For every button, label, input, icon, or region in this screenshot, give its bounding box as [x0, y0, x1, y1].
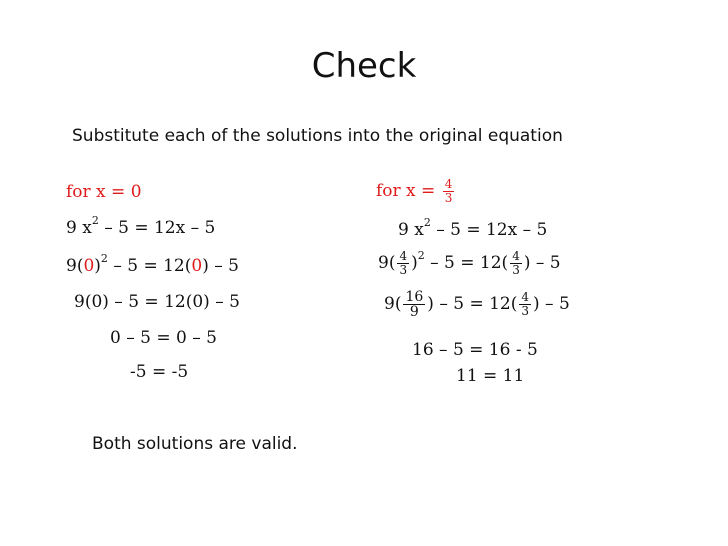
slide-subtitle: Substitute each of the solutions into the original equation — [72, 126, 563, 146]
left-equation-line5: -5 = -5 — [130, 362, 189, 382]
right-line2-fraction — [397, 250, 409, 277]
slide-title: Check — [311, 46, 417, 86]
fraction-numerator: 16 — [405, 289, 424, 305]
left-line2-part: ) – 5 — [202, 256, 239, 276]
right-line1-part: – 5 = 12x – 5 — [430, 220, 548, 240]
left-equation-line4: 0 – 5 = 0 – 5 — [110, 328, 217, 348]
right-line1-part: 9 x — [398, 220, 424, 240]
right-line2-part: ) – 5 — [523, 253, 561, 273]
left-line2-exponent: 2 — [100, 252, 108, 266]
fraction-denominator: 3 — [512, 263, 520, 277]
left-line2-substituted-value: 0 — [191, 256, 203, 276]
left-line1-part: – 5 = 12x – 5 — [98, 218, 216, 238]
right-line2-part: 9( — [378, 253, 396, 273]
right-line2-fraction — [510, 250, 522, 277]
right-line2-exponent: 2 — [417, 249, 425, 263]
right-line2-part: ) — [411, 253, 418, 273]
right-line3-fraction — [519, 291, 531, 318]
fraction-denominator: 3 — [444, 191, 453, 205]
right-heading-text: for x = — [376, 181, 441, 201]
fraction-numerator: 4 — [444, 177, 453, 191]
slide-conclusion: Both solutions are valid. — [92, 434, 298, 454]
left-line1-part: 9 x — [66, 218, 92, 238]
right-line1-exponent: 2 — [423, 216, 431, 230]
fraction-numerator: 4 — [399, 249, 408, 263]
right-line3-part: 9( — [384, 294, 402, 314]
left-line1-exponent: 2 — [91, 214, 99, 228]
right-equation-line4: 16 – 5 = 16 - 5 — [412, 340, 538, 360]
right-heading — [376, 178, 456, 205]
right-equation-line3 — [384, 290, 570, 319]
left-line2-part: ) — [94, 256, 101, 276]
right-line3-part: ) – 5 — [533, 294, 570, 314]
left-line2-part: 9( — [66, 256, 84, 276]
fraction-denominator: 9 — [409, 304, 419, 320]
fraction-denominator: 3 — [521, 304, 529, 318]
right-line3-part: ) – 5 = 12( — [427, 294, 518, 314]
right-equation-line2 — [378, 250, 561, 277]
right-line2-part: – 5 = 12( — [424, 253, 509, 273]
left-line2-part: – 5 = 12( — [107, 256, 192, 276]
left-equation-line1 — [66, 214, 216, 238]
fraction-denominator: 3 — [399, 263, 408, 277]
right-equation-line5: 11 = 11 — [456, 366, 525, 386]
fraction-numerator: 4 — [521, 290, 529, 304]
left-equation-line3: 9(0) – 5 = 12(0) – 5 — [74, 292, 240, 312]
fraction-numerator: 4 — [512, 249, 520, 263]
left-heading: for x = 0 — [66, 182, 142, 202]
left-line2-substituted-value: 0 — [83, 256, 95, 276]
right-line3-fraction — [403, 290, 425, 319]
right-heading-fraction — [443, 178, 455, 205]
right-equation-line1 — [398, 216, 548, 240]
left-equation-line2 — [66, 252, 239, 276]
